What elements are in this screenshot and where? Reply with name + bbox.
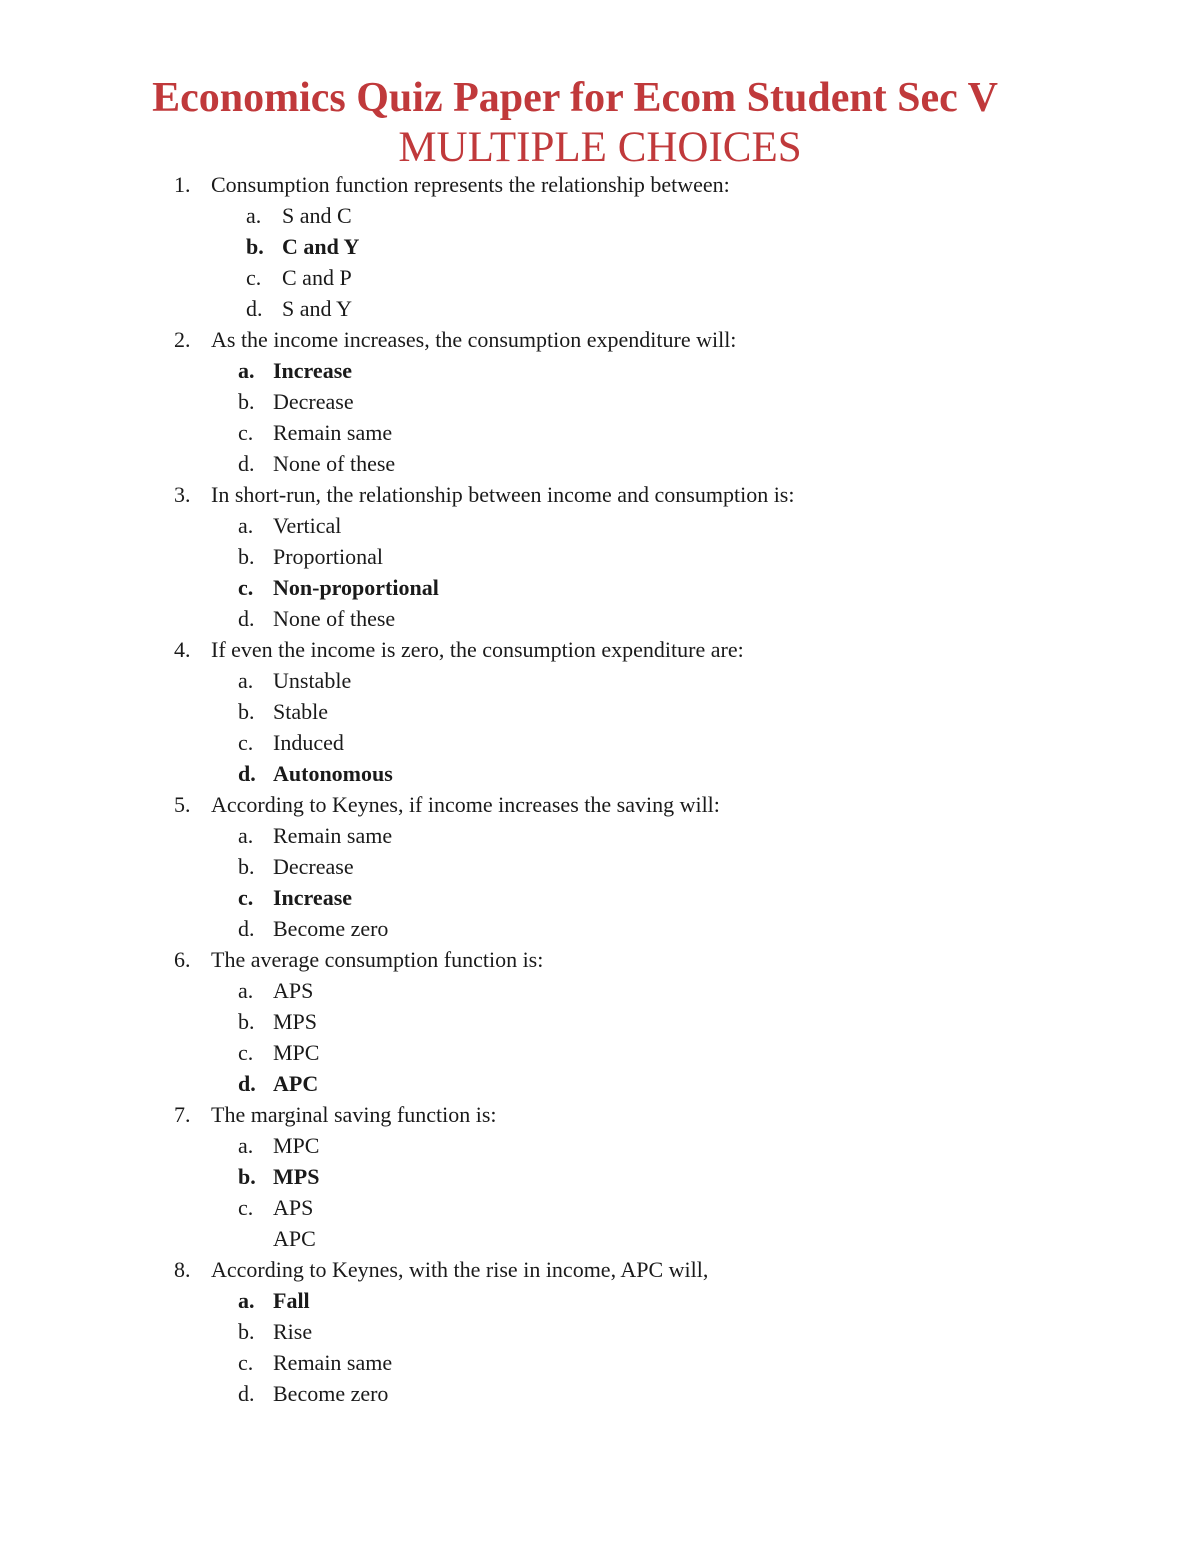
question-text: Consumption function represents the relationship between: [211, 172, 730, 197]
option-letter: d. [238, 1381, 255, 1406]
option-letter: a. [238, 668, 254, 693]
question-text: As the income increases, the consumption expenditure will: [211, 327, 737, 352]
option-letter: b. [238, 1009, 255, 1034]
section-heading: MULTIPLE CHOICES [398, 124, 802, 171]
option-item-correct [0, 1068, 1200, 1099]
option-letter: b. [238, 1319, 255, 1344]
option-letter: d. [238, 916, 255, 941]
option-item [0, 665, 1200, 696]
option-item [0, 200, 1200, 231]
option-letter: b. [238, 699, 255, 724]
option-text: APS [273, 978, 314, 1003]
option-letter: a. [238, 358, 255, 383]
question-text: The average consumption function is: [211, 947, 544, 972]
option-item-correct [0, 1285, 1200, 1316]
option-text: Increase [273, 358, 353, 383]
option-letter: a. [238, 823, 254, 848]
option-text: APC [273, 1071, 319, 1096]
question-item [0, 789, 1200, 820]
option-letter: c. [238, 1350, 254, 1375]
option-text: MPC [273, 1040, 320, 1065]
question-text: In short-run, the relationship between income and consumption is: [211, 482, 795, 507]
option-text: None of these [273, 606, 396, 631]
option-text: Increase [273, 885, 353, 910]
option-item [0, 386, 1200, 417]
option-text: C and P [282, 265, 352, 290]
option-text: APS [273, 1195, 314, 1220]
option-text: None of these [273, 451, 396, 476]
page-title: Economics Quiz Paper for Ecom Student Sec V [152, 75, 998, 121]
question-item [0, 1099, 1200, 1130]
option-text: Fall [273, 1288, 310, 1313]
option-letter: a. [238, 513, 254, 538]
option-item [0, 603, 1200, 634]
question-text: According to Keynes, if income increases the saving will: [211, 792, 720, 817]
option-item-correct [0, 758, 1200, 789]
option-item [0, 293, 1200, 324]
option-text: Remain same [273, 823, 393, 848]
option-text: S and Y [282, 296, 353, 321]
question-number: 4. [174, 637, 191, 662]
question-number: 1. [174, 172, 191, 197]
question-number: 5. [174, 792, 191, 817]
option-letter: b. [246, 234, 264, 259]
option-letter: b. [238, 854, 255, 879]
option-text: Induced [273, 730, 344, 755]
option-text: MPS [273, 1009, 318, 1034]
option-text: Rise [273, 1319, 313, 1344]
option-text: Vertical [273, 513, 342, 538]
option-item-correct [0, 355, 1200, 386]
option-letter: d. [238, 606, 255, 631]
option-letter: c. [238, 575, 254, 600]
question-number: 7. [174, 1102, 191, 1127]
option-letter: d. [246, 296, 263, 321]
option-letter: c. [238, 885, 254, 910]
question-number: 8. [174, 1257, 191, 1282]
question-number: 2. [174, 327, 191, 352]
question-text: If even the income is zero, the consumption expenditure are: [211, 637, 744, 662]
option-item [0, 1192, 1200, 1223]
option-letter: a. [238, 1288, 255, 1313]
option-item [0, 820, 1200, 851]
question-item [0, 944, 1200, 975]
question-item [0, 1254, 1200, 1285]
question-number: 3. [174, 482, 191, 507]
option-text: Autonomous [273, 761, 393, 786]
question-text: According to Keynes, with the rise in income, APC will, [211, 1257, 709, 1282]
option-text: MPS [273, 1164, 320, 1189]
option-letter: a. [246, 203, 262, 228]
option-item [0, 448, 1200, 479]
option-item-correct [0, 1161, 1200, 1192]
question-item [0, 324, 1200, 355]
option-text: Proportional [273, 544, 383, 569]
option-letter: c. [238, 1040, 254, 1065]
option-item [0, 1130, 1200, 1161]
option-item-correct [0, 231, 1200, 262]
option-item-correct [0, 882, 1200, 913]
option-item [0, 851, 1200, 882]
option-item [0, 1037, 1200, 1068]
option-item [0, 1347, 1200, 1378]
option-item [0, 696, 1200, 727]
option-item [0, 510, 1200, 541]
question-item [0, 634, 1200, 665]
option-text: Unstable [273, 668, 352, 693]
option-item [0, 417, 1200, 448]
question-number: 6. [174, 947, 191, 972]
option-item [0, 1223, 1200, 1254]
question-text: The marginal saving function is: [211, 1102, 497, 1127]
option-text: C and Y [282, 234, 360, 259]
option-text: Non-proportional [273, 575, 439, 600]
option-letter: d. [238, 451, 255, 476]
option-item [0, 975, 1200, 1006]
option-letter: a. [238, 1133, 254, 1158]
option-text: Stable [273, 699, 328, 724]
option-letter: c. [246, 265, 262, 290]
option-text: Become zero [273, 1381, 389, 1406]
question-item [0, 169, 1200, 200]
question-list [0, 169, 1200, 1409]
option-letter: d. [238, 1071, 256, 1096]
option-letter: b. [238, 389, 255, 414]
option-letter: d. [238, 761, 256, 786]
option-item [0, 1316, 1200, 1347]
option-text: Decrease [273, 854, 354, 879]
option-item [0, 262, 1200, 293]
option-letter: c. [238, 420, 254, 445]
option-letter: a. [238, 978, 254, 1003]
option-text: Remain same [273, 1350, 393, 1375]
option-letter: b. [238, 544, 255, 569]
option-text: Decrease [273, 389, 354, 414]
option-item [0, 727, 1200, 758]
option-letter: b. [238, 1164, 256, 1189]
option-letter: c. [238, 1195, 254, 1220]
option-text: MPC [273, 1133, 320, 1158]
option-text: Remain same [273, 420, 393, 445]
question-item [0, 479, 1200, 510]
option-item [0, 1006, 1200, 1037]
option-text: S and C [282, 203, 352, 228]
option-text: APC [273, 1226, 316, 1251]
option-text: Become zero [273, 916, 389, 941]
option-item [0, 541, 1200, 572]
option-letter: c. [238, 730, 254, 755]
option-item [0, 1378, 1200, 1409]
option-item-correct [0, 572, 1200, 603]
option-item [0, 913, 1200, 944]
